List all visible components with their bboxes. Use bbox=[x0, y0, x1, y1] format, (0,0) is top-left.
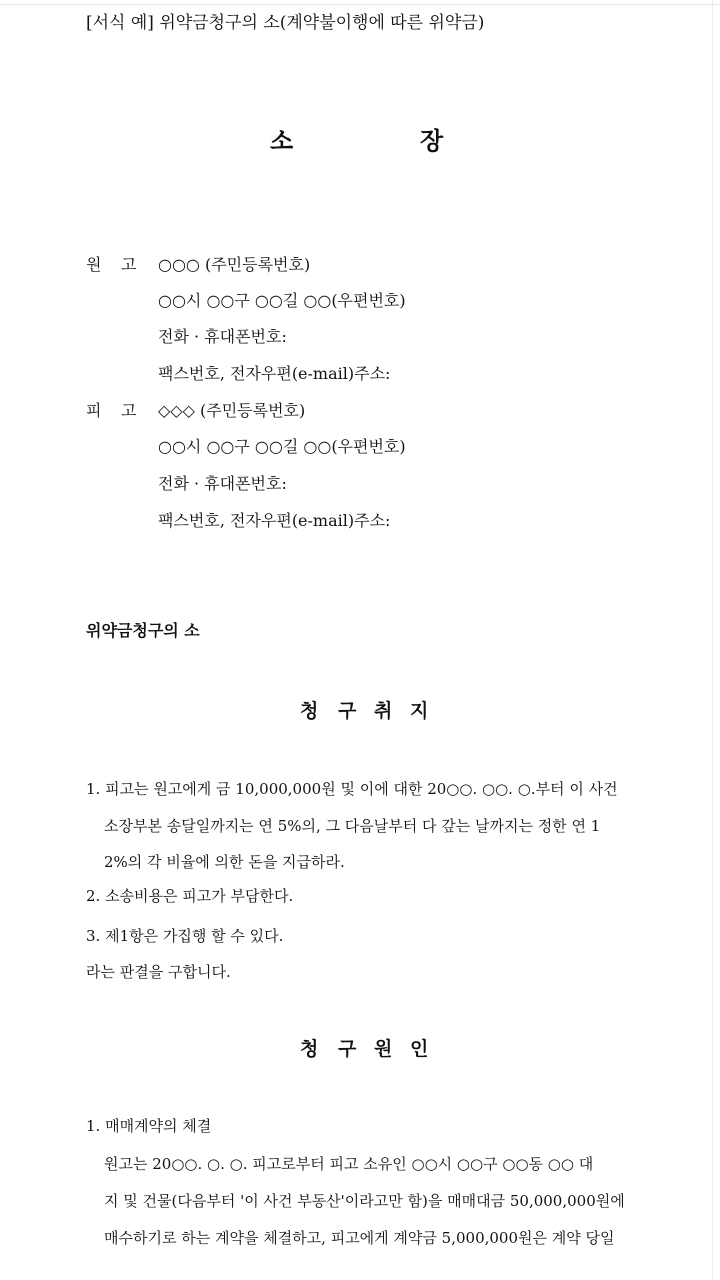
cause-sub-1-line-3: 매수하기로 하는 계약을 체결하고, 피고에게 계약금 5,000,000원은 계약 당일 bbox=[104, 1229, 615, 1247]
top-border bbox=[0, 4, 720, 5]
plaintiff-phone: 전화 · 휴대폰번호: bbox=[158, 327, 287, 346]
purpose-item-2: 2. 소송비용은 피고가 부담한다. bbox=[86, 887, 294, 905]
defendant-phone: 전화 · 휴대폰번호: bbox=[158, 474, 287, 493]
title-char-left: 소 bbox=[270, 126, 294, 155]
plaintiff-name: ○○○ (주민등록번호) bbox=[158, 255, 311, 274]
claim-cause-heading-char: 원 bbox=[374, 1038, 393, 1060]
claim-purpose-heading-char: 구 bbox=[338, 700, 357, 722]
cause-sub-1-line-1: 원고는 20○○. ○. ○. 피고로부터 피고 소유인 ○○시 ○○구 ○○동 ○○ 대 bbox=[104, 1155, 594, 1173]
defendant-address: ○○시 ○○구 ○○길 ○○(우편번호) bbox=[158, 437, 406, 456]
plaintiff-address: ○○시 ○○구 ○○길 ○○(우편번호) bbox=[158, 291, 406, 310]
plaintiff-fax-email: 팩스번호, 전자우편(e-mail)주소: bbox=[158, 364, 391, 383]
purpose-closing: 라는 판결을 구합니다. bbox=[86, 963, 231, 981]
purpose-item-1-line-1: 1. 피고는 원고에게 금 10,000,000원 및 이에 대한 20○○. ○○. ○.부터 이 사건 bbox=[86, 780, 618, 798]
cause-sub-1-title: 1. 매매계약의 체결 bbox=[86, 1117, 212, 1135]
claim-purpose-heading-char: 청 bbox=[300, 700, 319, 722]
defendant-label-2: 고 bbox=[121, 401, 137, 420]
cause-sub-1-line-2: 지 및 건물(다음부터 '이 사건 부동산'이라고만 함)을 매매대금 50,000,000원에 bbox=[104, 1192, 625, 1210]
purpose-item-1-line-2: 소장부본 송달일까지는 연 5%의, 그 다음날부터 다 갚는 날까지는 정한 연 1 bbox=[104, 817, 601, 835]
title-char-right: 장 bbox=[420, 126, 444, 155]
defendant-label-1: 피 bbox=[86, 401, 102, 420]
claim-purpose-heading-char: 지 bbox=[410, 700, 429, 722]
claim-cause-heading-char: 청 bbox=[300, 1038, 319, 1060]
claim-purpose-heading-char: 취 bbox=[374, 700, 393, 722]
plaintiff-label-2: 고 bbox=[121, 255, 137, 274]
purpose-item-1-line-3: 2%의 각 비율에 의한 돈을 지급하라. bbox=[104, 853, 345, 871]
right-border bbox=[712, 0, 713, 1280]
defendant-fax-email: 팩스번호, 전자우편(e-mail)주소: bbox=[158, 511, 391, 530]
claim-cause-heading-char: 인 bbox=[410, 1038, 429, 1060]
claim-cause-heading-char: 구 bbox=[338, 1038, 357, 1060]
plaintiff-label-1: 원 bbox=[86, 255, 102, 274]
purpose-item-3: 3. 제1항은 가집행 할 수 있다. bbox=[86, 927, 284, 945]
form-header: [서식 예] 위약금청구의 소(계약불이행에 따른 위약금) bbox=[86, 13, 485, 33]
defendant-name: ◇◇◇ (주민등록번호) bbox=[158, 401, 306, 420]
case-name: 위약금청구의 소 bbox=[86, 621, 200, 640]
